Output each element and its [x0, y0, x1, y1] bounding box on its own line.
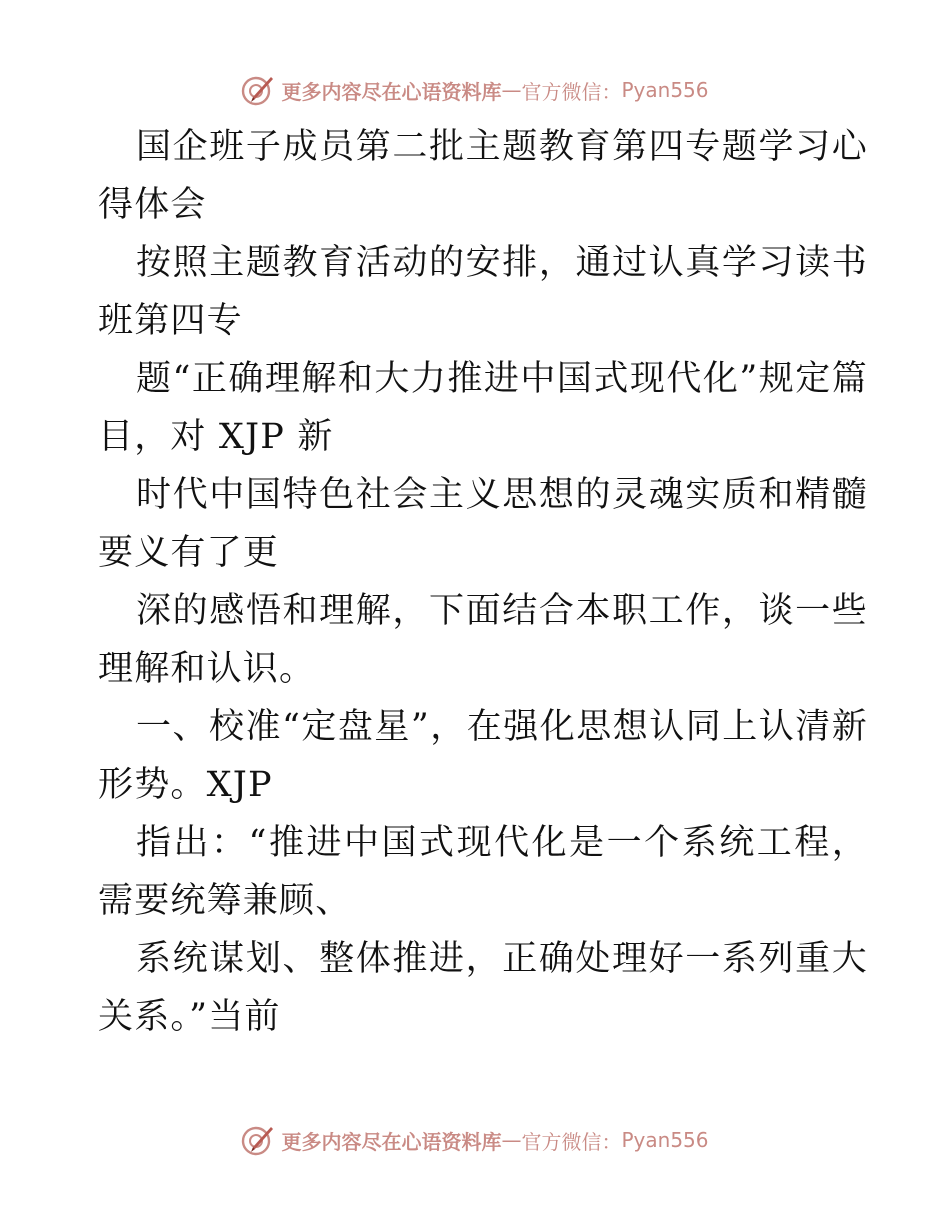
watermark-wechat-label: 官方微信：: [521, 79, 622, 104]
paragraph: 时代中国特色社会主义思想的灵魂实质和精髓要义有了更: [98, 475, 868, 573]
watermark-wechat-label: 官方微信：: [521, 1129, 622, 1154]
header-watermark: [0, 70, 950, 110]
pen-logo-icon: [241, 73, 275, 107]
paragraph: 深的感悟和理解，下面结合本职工作，谈一些理解和认识。: [98, 591, 868, 689]
paragraph: 题“正确理解和大力推进中国式现代化”规定篇目，对 XJP 新: [98, 359, 868, 457]
paragraph: 系统谋划、整体推进，正确处理好一系列重大关系。”当前: [98, 939, 868, 1037]
pen-logo-icon: [241, 1123, 275, 1157]
document-title: 国企班子成员第二批主题教育第四专题学习心得体会: [98, 127, 868, 225]
footer-watermark: [0, 1120, 950, 1160]
watermark-site-text: 更多内容尽在心语资料库: [281, 1129, 502, 1154]
paragraph: 按照主题教育活动的安排，通过认真学习读书班第四专: [98, 243, 868, 341]
document-body: [98, 118, 868, 1046]
section-heading: 一、校准“定盘星”，在强化思想认同上认清新形势。XJP: [98, 707, 868, 805]
watermark-wechat-id: Pyan556: [621, 78, 709, 102]
watermark-separator: —: [501, 78, 522, 102]
watermark-separator: —: [501, 1128, 522, 1152]
watermark-site-text: 更多内容尽在心语资料库: [281, 79, 502, 104]
watermark-wechat-id: Pyan556: [621, 1128, 709, 1152]
paragraph: 指出：“推进中国式现代化是一个系统工程，需要统筹兼顾、: [98, 823, 868, 921]
